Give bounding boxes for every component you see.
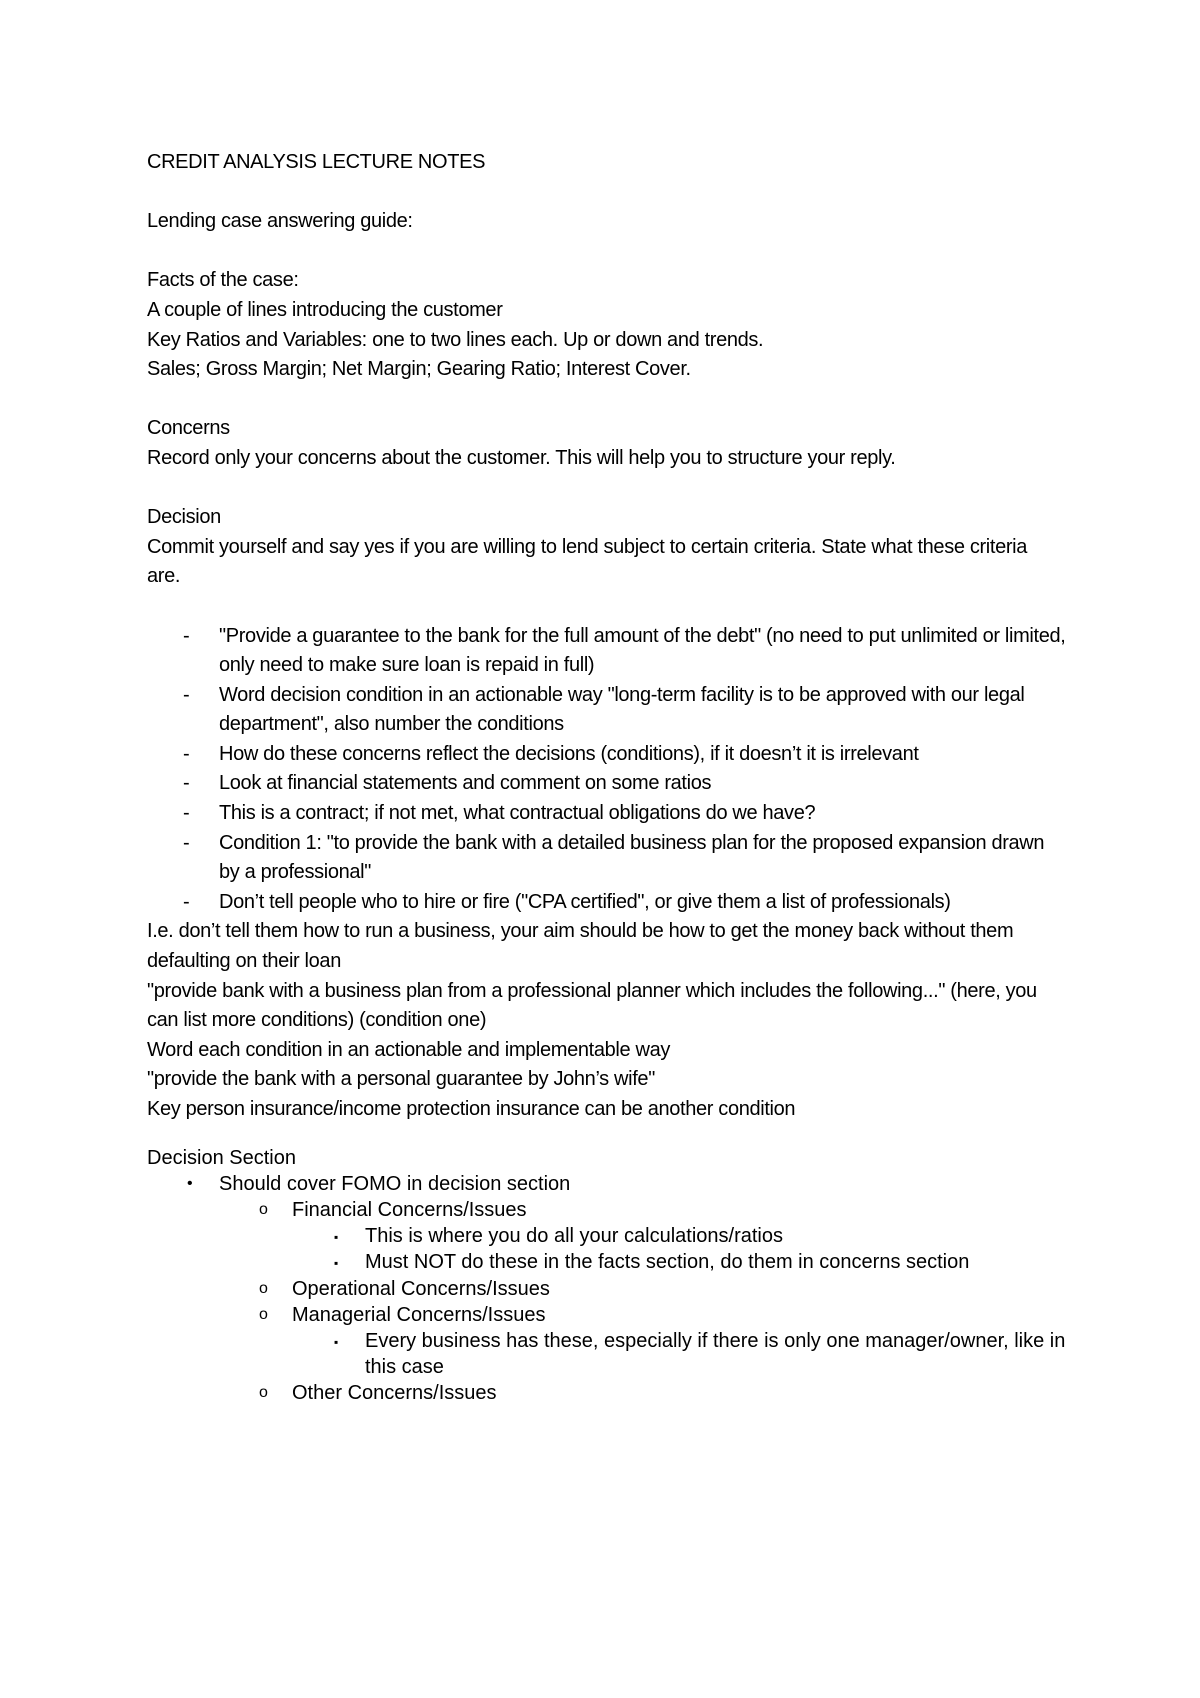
dash-marker: - xyxy=(183,772,190,795)
bullet-icon: • xyxy=(187,1174,193,1192)
concerns-text: Record only your concerns about the customer. This will help you to structure your reply. xyxy=(147,446,896,469)
list-item-text: Look at financial statements and comment on some ratios xyxy=(219,772,712,795)
outline-subitem-managerial xyxy=(147,1302,1067,1328)
list-item-text: Word decision condition in an actionable way "long-term facility is to be approved with our legal department", also number the conditions xyxy=(219,683,1025,736)
outline-subsubitem xyxy=(147,1249,1067,1275)
dash-marker: - xyxy=(183,831,190,854)
square-bullet-icon: ▪ xyxy=(334,1256,339,1271)
note-line: "provide the bank with a personal guarantee by John’s wife" xyxy=(147,1068,655,1091)
facts-heading: Facts of the case: xyxy=(147,269,299,292)
document-page xyxy=(147,148,1067,1407)
decision-section-heading: Decision Section xyxy=(147,1146,296,1169)
note-line: I.e. don’t tell them how to run a business, your aim should be how to get the money back without them defaulting on their loan xyxy=(147,920,1014,973)
list-item xyxy=(147,888,1067,918)
facts-line: A couple of lines introducing the customer xyxy=(147,298,503,321)
circle-bullet-icon: o xyxy=(259,1305,268,1323)
dash-marker: - xyxy=(183,742,190,765)
circle-bullet-icon: o xyxy=(259,1279,268,1297)
list-item-text: "Provide a guarantee to the bank for the full amount of the debt" (no need to put unlimited or limited, only need to make sure loan is repaid in full) xyxy=(219,624,1066,677)
decision-heading: Decision xyxy=(147,506,221,529)
list-item-text: Don’t tell people who to hire or fire ("CPA certified", or give them a list of professionals) xyxy=(219,890,951,913)
note-line: "provide bank with a business plan from a professional planner which includes the following..." (here, you can list more conditions) (condition one) xyxy=(147,979,1037,1032)
outline-item xyxy=(147,1171,1067,1197)
outline-subitem-financial xyxy=(147,1197,1067,1223)
list-item-text: This is a contract; if not met, what contractual obligations do we have? xyxy=(219,802,816,825)
note-line: Key person insurance/income protection insurance can be another condition xyxy=(147,1098,796,1120)
outline-subitem-operational xyxy=(147,1276,1067,1302)
outline-item-text: Managerial Concerns/Issues xyxy=(292,1303,546,1326)
list-item xyxy=(147,799,1067,829)
list-item xyxy=(147,681,1067,740)
outline-subsubitem xyxy=(147,1328,1067,1380)
outline-item-text: Financial Concerns/Issues xyxy=(292,1199,527,1221)
decision-section xyxy=(147,1145,1067,1407)
decision-guidelines-list xyxy=(147,622,1067,918)
outline-item-text: Operational Concerns/Issues xyxy=(292,1277,550,1300)
dash-marker: - xyxy=(183,802,190,825)
outline-item-text: Every business has these, especially if there is only one manager/owner, like in this case xyxy=(365,1330,1066,1379)
dash-marker: - xyxy=(183,683,190,706)
document-title: CREDIT ANALYSIS LECTURE NOTES xyxy=(147,151,486,173)
outline-item-text: Other Concerns/Issues xyxy=(292,1382,497,1405)
list-item-text: How do these concerns reflect the decisions (conditions), if it doesn’t it is irrelevant xyxy=(219,742,919,765)
list-item xyxy=(147,829,1067,888)
list-item xyxy=(147,740,1067,770)
outline-subsubitem xyxy=(147,1223,1067,1249)
facts-line: Sales; Gross Margin; Net Margin; Gearing Ratio; Interest Cover. xyxy=(147,358,691,381)
list-item xyxy=(147,622,1067,681)
dash-marker: - xyxy=(183,624,190,647)
concerns-heading: Concerns xyxy=(147,417,230,440)
square-bullet-icon: ▪ xyxy=(334,1230,339,1245)
circle-bullet-icon: o xyxy=(259,1201,268,1218)
outline-item-text: This is where you do all your calculations/ratios xyxy=(365,1225,783,1248)
dash-marker: - xyxy=(183,890,190,913)
list-item-text: Condition 1: "to provide the bank with a detailed business plan for the proposed expansion drawn by a professional" xyxy=(219,831,1045,884)
outline-item-text: Must NOT do these in the facts section, do them in concerns section xyxy=(365,1251,970,1274)
outline-subitem-other xyxy=(147,1380,1067,1406)
facts-line: Key Ratios and Variables: one to two lines each. Up or down and trends. xyxy=(147,328,764,351)
decision-text: Commit yourself and say yes if you are willing to lend subject to certain criteria. State what these criteria xyxy=(147,535,1028,558)
guide-heading: Lending case answering guide: xyxy=(147,210,413,233)
circle-bullet-icon: o xyxy=(259,1384,268,1402)
list-item xyxy=(147,769,1067,799)
outline-item-text: Should cover FOMO in decision section xyxy=(219,1172,571,1195)
square-bullet-icon: ▪ xyxy=(334,1335,339,1350)
note-line: Word each condition in an actionable and implementable way xyxy=(147,1038,671,1061)
decision-text-continued: are. xyxy=(147,565,181,588)
notes-body xyxy=(147,148,1067,1125)
